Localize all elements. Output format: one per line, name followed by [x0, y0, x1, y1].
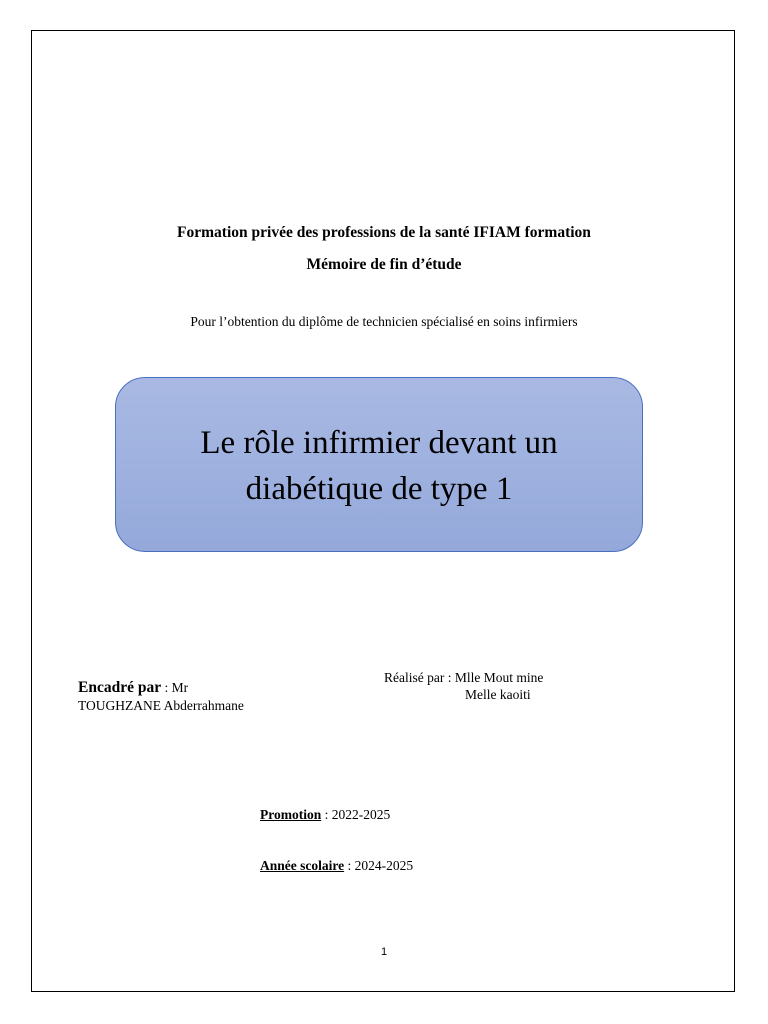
author-second: Melle kaoiti: [465, 687, 531, 702]
school-year-value: : 2024-2025: [344, 858, 414, 873]
school-year-label: Année scolaire: [260, 858, 345, 873]
school-year-line: [260, 858, 413, 874]
authors-line: [384, 670, 543, 686]
supervisor-label: Encadré par: [78, 679, 162, 696]
authors-label: Réalisé par :: [384, 670, 455, 685]
supervisor-separator: :: [161, 680, 172, 695]
thesis-title-line-1: Le rôle infirmier devant un: [200, 424, 558, 461]
promotion-label: Promotion: [260, 807, 322, 822]
thesis-title-line-2: diabétique de type 1: [245, 470, 513, 507]
supervisor-line: [78, 679, 188, 697]
memoire-heading: Mémoire de fin d’étude: [306, 256, 462, 273]
page-number: 1: [380, 946, 388, 958]
title-box: [115, 377, 643, 552]
promotion-value: : 2022-2025: [321, 807, 391, 822]
supervisor-title: Mr: [171, 680, 189, 695]
thesis-title: [200, 420, 557, 512]
institution-heading: Formation privée des professions de la santé IFIAM formation: [177, 224, 591, 241]
author-first: Mlle Mout mine: [454, 670, 544, 685]
supervisor-name: TOUGHZANE Abderrahmane: [78, 698, 244, 713]
purpose-text: Pour l’obtention du diplôme de technicien spécialisé en soins infirmiers: [190, 314, 578, 329]
promotion-line: [260, 807, 390, 823]
